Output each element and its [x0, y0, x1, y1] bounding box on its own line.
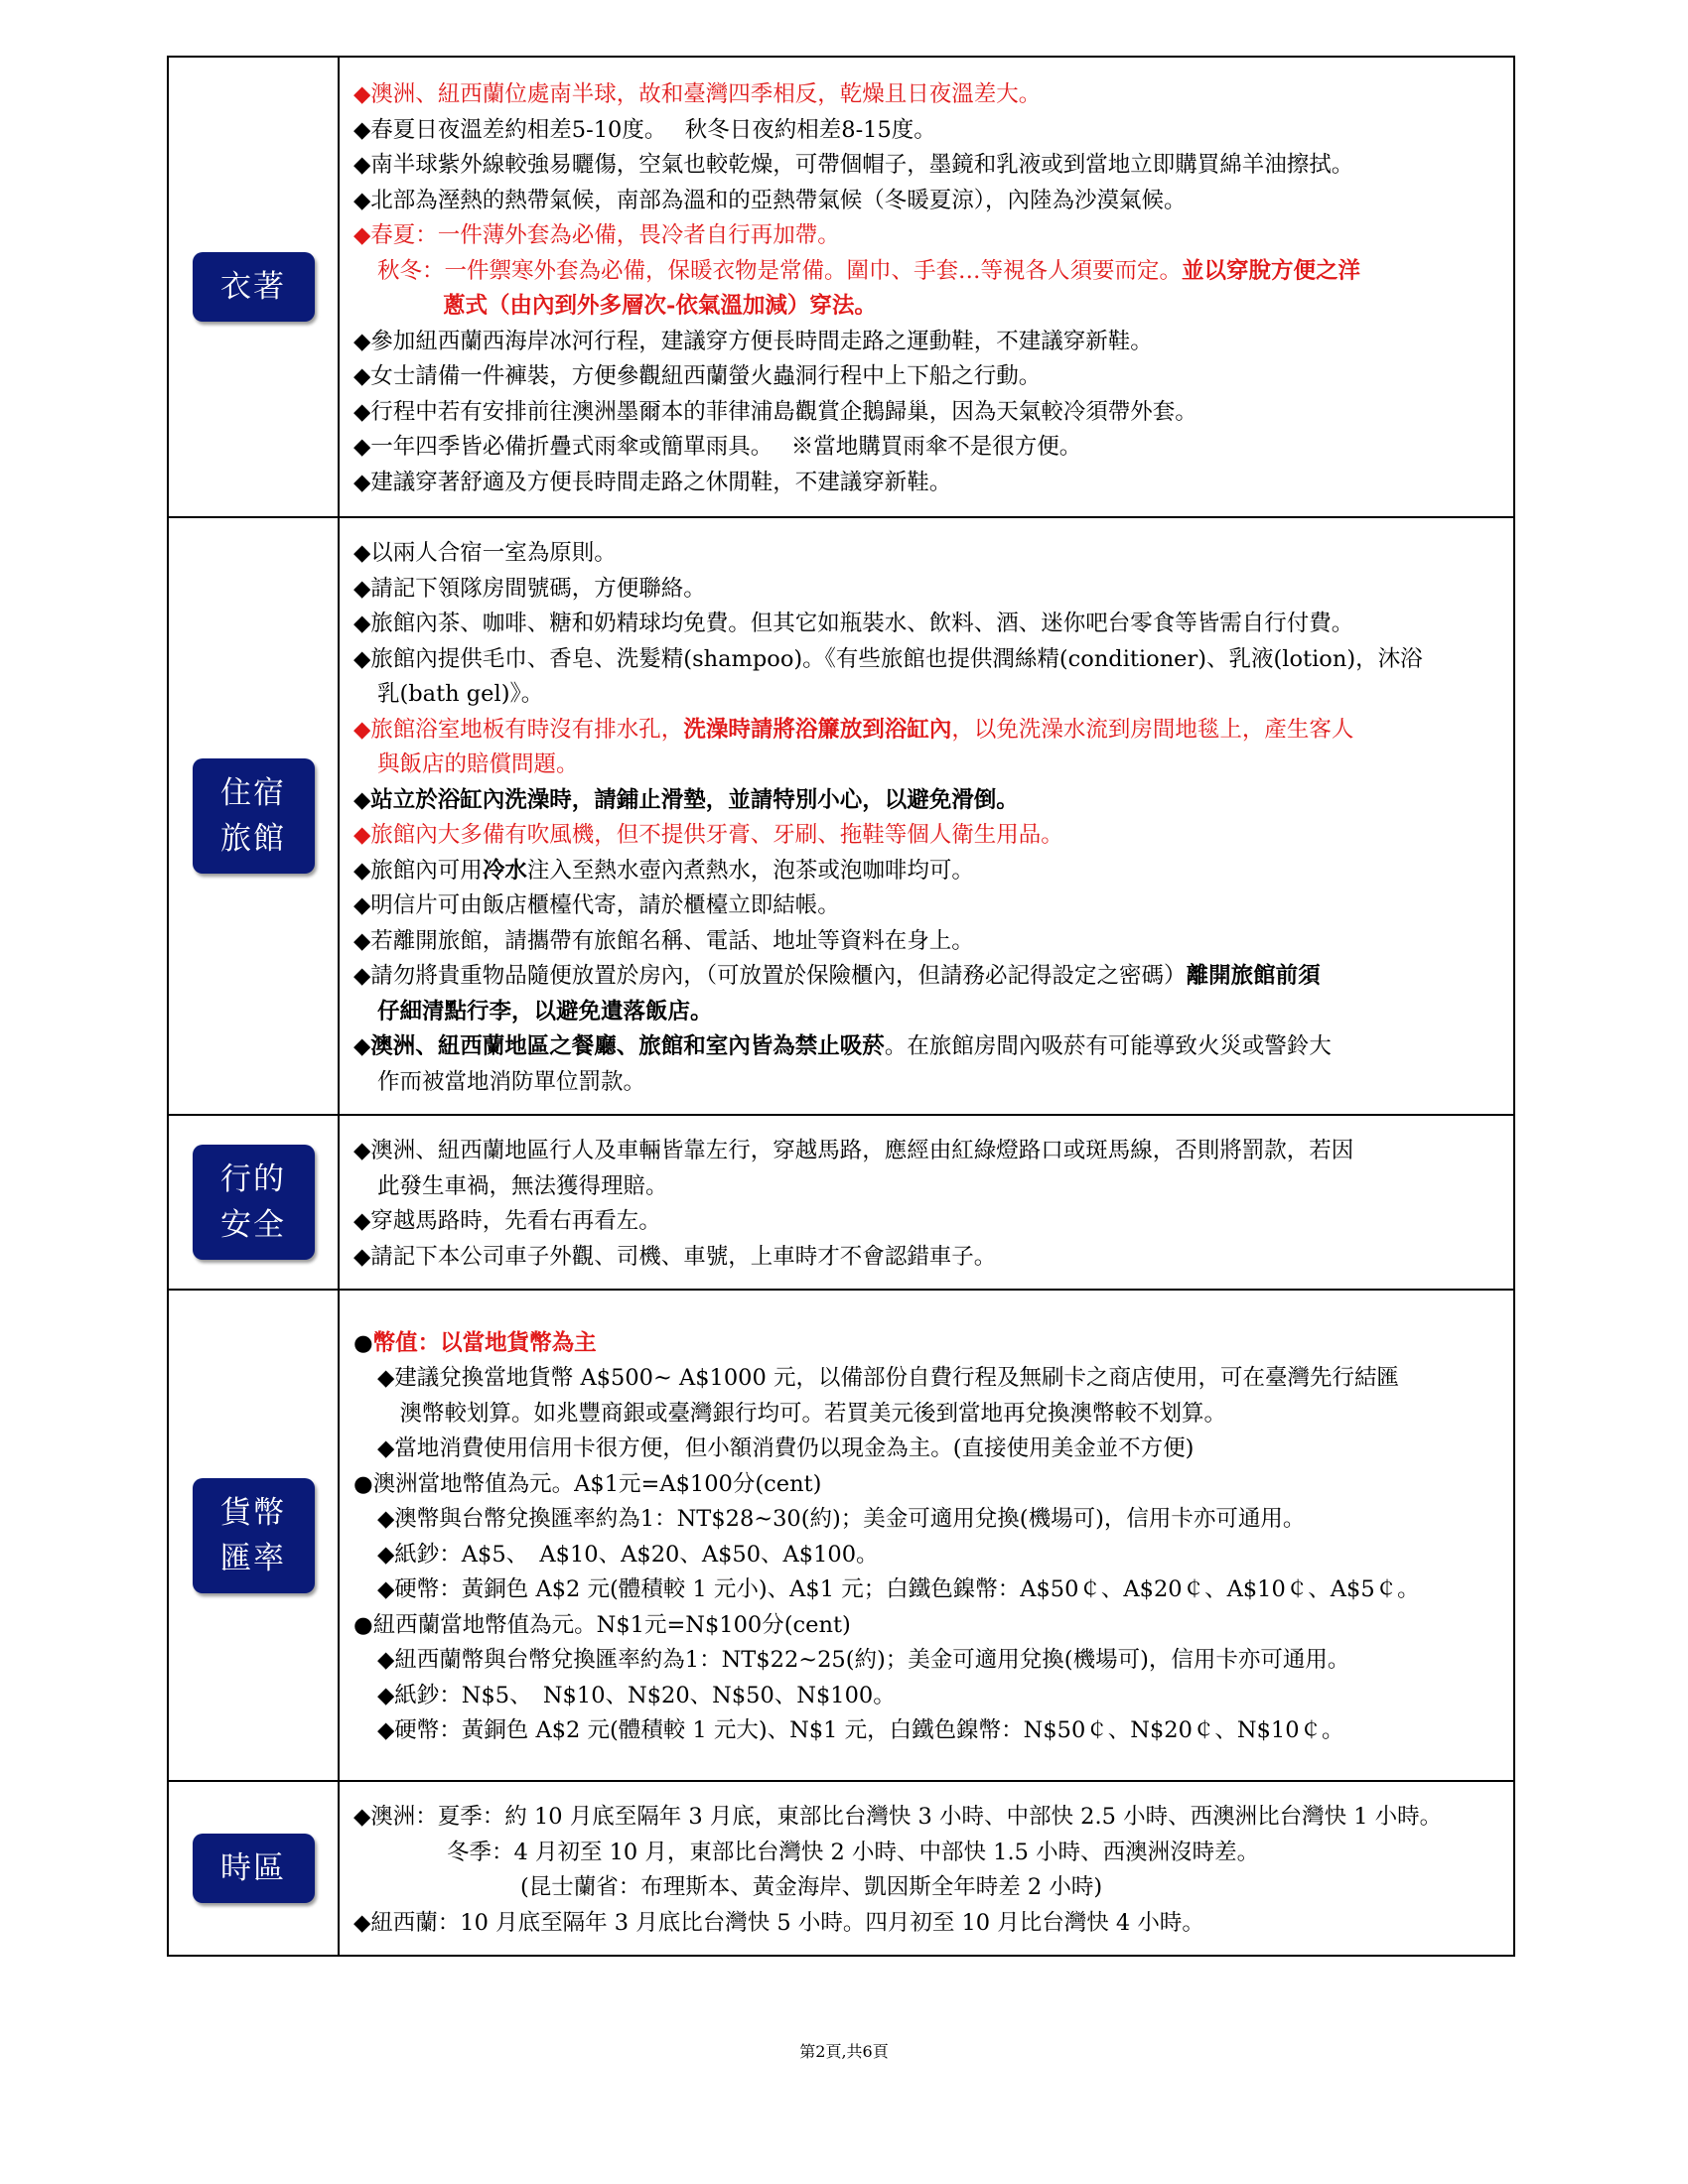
section-badge [193, 252, 315, 322]
section-badge-text: 安全 [220, 1207, 286, 1243]
text-run: ◆明信片可由飯店櫃檯代寄，請於櫃檯立即結帳。 [353, 892, 840, 918]
content-line [353, 325, 1501, 360]
content-line [353, 888, 1501, 924]
text-run: ◆站立於浴缸內洗澡時，請鋪止滑墊，並請特別小心，以避免滑倒。 [353, 786, 1019, 813]
text-run: ◆澳洲、紐西蘭地區行人及車輛皆靠左行，穿越馬路，應經由紅綠燈路口或斑馬線，否則將罰款，若因 [353, 1138, 1354, 1163]
section-label-cell [168, 1115, 339, 1290]
section-badge-text: 住宿 [220, 775, 286, 811]
section-content-cell [339, 57, 1514, 517]
text-run: ◆春夏：一件薄外套為必備，畏冷者自行再加帶。 [353, 222, 840, 248]
section-traffic-safety [168, 1115, 1514, 1290]
content-line [353, 395, 1501, 431]
content-line [353, 818, 1501, 854]
text-run: 並以穿脫方便之洋 [1182, 257, 1361, 284]
text-run: (昆士蘭省：布理斯本、黃金海岸、凱因斯全年時差 2 小時) [520, 1874, 1103, 1900]
section-badge-text: 行的 [220, 1161, 286, 1197]
section-content-cell [339, 517, 1514, 1115]
text-run: ◆澳洲、紐西蘭位處南半球，故和臺灣四季相反，乾燥且日夜溫差大。 [353, 81, 1042, 107]
text-run: ◆一年四季皆必備折疊式雨傘或簡單雨具。 ※當地購買雨傘不是很方便。 [353, 434, 1082, 460]
text-run: 作而被當地消防單位罰款。 [377, 1068, 646, 1095]
content-line [353, 218, 1501, 254]
text-run: ◆以兩人合宿一室為原則。 [353, 540, 617, 566]
content-line [353, 1204, 1501, 1240]
text-run: 仔細清點行李，以避免遺落飯店。 [377, 998, 713, 1024]
text-run: ◆北部為溼熱的熱帶氣候，南部為溫和的亞熱帶氣候（冬暖夏涼），內陸為沙漠氣候。 [353, 187, 1187, 213]
content-line [353, 713, 1501, 749]
content-line [353, 1713, 1501, 1749]
section-content-cell [339, 1115, 1514, 1290]
section-time-zone [168, 1781, 1514, 1956]
text-run: ◆澳洲：夏季：約 10 月底至隔年 3 月底，東部比台灣快 3 小時、中部快 2.5 小時、西澳洲比台灣快 1 小時。 [353, 1804, 1443, 1830]
content-line [353, 783, 1501, 819]
text-run: ◆硬幣：黃銅色 A$2 元(體積較 1 元大)、N$1 元，白鐵色鎳幣：N$50￠、N$20￠、N$10￠。 [377, 1717, 1344, 1743]
content-line [353, 572, 1501, 608]
section-badge-text: 衣著 [220, 269, 286, 305]
text-run: 秋冬：一件禦寒外套為必備，保暖衣物是常備。圍巾、手套…等視各人須要而定。 [377, 257, 1183, 284]
content-line [353, 1906, 1501, 1942]
section-clothing [168, 57, 1514, 517]
content-line [353, 359, 1501, 395]
text-run: 與飯店的賠償問題。 [377, 751, 579, 777]
content-line [353, 1432, 1501, 1467]
text-run: ◆紙鈔：A$5、 A$10、A$20、A$50、A$100。 [377, 1541, 879, 1568]
content-line [353, 1065, 1501, 1101]
text-run: ◆請記下領隊房間號碼，方便聯絡。 [353, 575, 706, 602]
content-line [353, 77, 1501, 113]
section-badge-text: 旅館 [220, 821, 286, 857]
content-line [353, 1800, 1501, 1836]
section-badge [193, 1834, 315, 1903]
text-run: ◆參加紐西蘭西海岸冰河行程，建議穿方便長時間走路之運動鞋，不建議穿新鞋。 [353, 328, 1153, 354]
section-content-cell [339, 1781, 1514, 1956]
text-run: ◆南半球紫外線較強易曬傷，空氣也較乾燥，可帶個帽子，墨鏡和乳液或到當地立即購買綿羊油擦拭。 [353, 152, 1354, 178]
content-line [353, 184, 1501, 219]
text-run: ◆旅館內大多備有吹風機，但不提供牙膏、牙刷、拖鞋等個人衛生用品。 [353, 822, 1063, 848]
content-line [353, 148, 1501, 184]
section-badge [193, 1145, 315, 1260]
text-run: ◆當地消費使用信用卡很方便，但小額消費仍以現金為主。(直接使用美金並不方便) [377, 1435, 1195, 1461]
content-line [353, 1397, 1501, 1433]
text-run: 離開旅館前須 [1186, 963, 1321, 989]
content-line [353, 1361, 1501, 1397]
text-run: ◆請勿將貴重物品隨便放置於房內，（可放置於保險櫃內，但請務必記得設定之密碼） [353, 963, 1187, 989]
info-table [167, 56, 1515, 1957]
content-line [353, 748, 1501, 783]
content-line [353, 1467, 1501, 1503]
section-label-cell [168, 1781, 339, 1956]
text-run: ◆紙鈔：N$5、 N$10、N$20、N$50、N$100。 [377, 1682, 896, 1708]
content-line [353, 430, 1501, 466]
content-line [353, 1643, 1501, 1679]
text-run: ◆穿越馬路時，先看右再看左。 [353, 1208, 661, 1234]
content-line [353, 254, 1501, 290]
section-badge-text: 匯率 [220, 1540, 286, 1576]
text-run: 乳(bath gel)》。 [377, 681, 544, 707]
content-line [353, 536, 1501, 572]
text-run: ◆請記下本公司車子外觀、司機、車號，上車時才不會認錯車子。 [353, 1243, 997, 1270]
content-line [353, 1572, 1501, 1608]
text-run: ◆旅館內提供毛巾、香皂、洗髮精(shampoo)。《有些旅館也提供潤絲精(conditioner)、乳液(lotion)，沐浴 [353, 645, 1423, 672]
section-badge [193, 758, 315, 874]
text-run: ◆旅館浴室地板有時沒有排水孔， [353, 716, 684, 743]
content-line [353, 1870, 1501, 1906]
content-line [353, 607, 1501, 642]
text-run: ◆春夏日夜溫差約相差5-10度。 秋冬日夜約相差8-15度。 [353, 116, 936, 143]
text-run: 蔥式（由內到外多層次-依氣溫加減）穿法。 [443, 293, 877, 319]
text-run: ◆行程中若有安排前往澳洲墨爾本的菲律浦島觀賞企鵝歸巢，因為天氣較冷須帶外套。 [353, 398, 1197, 425]
text-run: ● [353, 1329, 373, 1356]
section-content-cell [339, 1290, 1514, 1781]
content-line [353, 1240, 1501, 1276]
content-line [353, 1029, 1501, 1065]
page-footer: 第2頁,共6頁 [799, 2042, 889, 2061]
text-run: ●紐西蘭當地幣值為元。N$1元=N$100分(cent) [353, 1611, 851, 1638]
text-run: ◆若離開旅館，請攜帶有旅館名稱、電話、地址等資料在身上。 [353, 927, 974, 954]
content-line [353, 1608, 1501, 1644]
text-run: ◆女士請備一件褲裝，方便參觀紐西蘭螢火蟲洞行程中上下船之行動。 [353, 363, 1042, 389]
content-line [353, 1836, 1501, 1871]
content-line [353, 1502, 1501, 1538]
text-run: 冷水 [482, 857, 527, 884]
content-line [353, 677, 1501, 713]
content-line [353, 1538, 1501, 1573]
section-label-cell [168, 57, 339, 517]
section-label-cell [168, 1290, 339, 1781]
content-line [353, 642, 1501, 678]
text-run: ◆建議穿著舒適及方便長時間走路之休閒鞋，不建議穿新鞋。 [353, 469, 952, 495]
text-run: ●澳洲當地幣值為元。A$1元=A$100分(cent) [353, 1470, 822, 1497]
content-line [353, 1169, 1501, 1205]
section-badge [193, 1478, 315, 1593]
section-label-cell [168, 517, 339, 1115]
text-run: 冬季：4 月初至 10 月，東部比台灣快 2 小時、中部快 1.5 小時、西澳洲沒時差。 [447, 1839, 1260, 1865]
content-line [353, 854, 1501, 889]
content-line [353, 924, 1501, 960]
text-run: 此發生車禍，無法獲得理賠。 [377, 1172, 668, 1199]
content-line [353, 289, 1501, 325]
content-line [353, 466, 1501, 501]
text-run: 幣值：以當地貨幣為主 [372, 1329, 597, 1356]
text-run: ◆硬幣：黃銅色 A$2 元(體積較 1 元小)、A$1 元；白鐵色鎳幣：A$50￠、A$20￠、A$10￠、A$5￠。 [377, 1576, 1420, 1602]
text-run: 注入至熱水壺內煮熱水，泡茶或泡咖啡均可。 [526, 857, 974, 884]
text-run: ◆旅館內可用 [353, 857, 483, 884]
section-badge-text: 時區 [220, 1850, 286, 1886]
content-line [353, 959, 1501, 995]
text-run: ，以免洗澡水流到房間地毯上，產生客人 [951, 716, 1354, 743]
text-run: ◆紐西蘭：10 月底至隔年 3 月底比台灣快 5 小時。四月初至 10 月比台灣快 4 小時。 [353, 1909, 1204, 1936]
section-badge-text: 貨幣 [220, 1494, 286, 1531]
content-line [353, 1326, 1501, 1362]
content-line [353, 995, 1501, 1030]
text-run: ◆澳幣與台幣兌換匯率約為1：NT$28~30(約)；美金可適用兌換(機場可)，信用卡亦可通用。 [377, 1506, 1306, 1532]
text-run: ◆澳洲、紐西蘭地區之餐廳、旅館和室內皆為禁止吸菸 [353, 1033, 885, 1059]
content-line [353, 113, 1501, 149]
content-line [353, 1679, 1501, 1714]
section-currency [168, 1290, 1514, 1781]
text-run: ◆建議兌換當地貨幣 A$500~ A$1000 元，以備部份自費行程及無刷卡之商店使用，可在臺灣先行結匯 [377, 1365, 1399, 1391]
section-hotel [168, 517, 1514, 1115]
content-line [353, 1134, 1501, 1169]
text-run: 洗澡時請將浴簾放到浴缸內 [683, 716, 952, 743]
text-run: 澳幣較划算。如兆豐商銀或臺灣銀行均可。若買美元後到當地再兌換澳幣較不划算。 [377, 1400, 1227, 1427]
text-run: ◆旅館內茶、咖啡、糖和奶精球均免費。但其它如瓶裝水、飲料、酒、迷你吧台零食等皆需自行付費。 [353, 611, 1354, 636]
text-run: 。在旅館房間內吸菸有可能導致火災或警鈴大 [884, 1033, 1332, 1059]
text-run: ◆紐西蘭幣與台幣兌換匯率約為1：NT$22~25(約)；美金可適用兌換(機場可)，信用卡亦可通用。 [377, 1647, 1350, 1673]
